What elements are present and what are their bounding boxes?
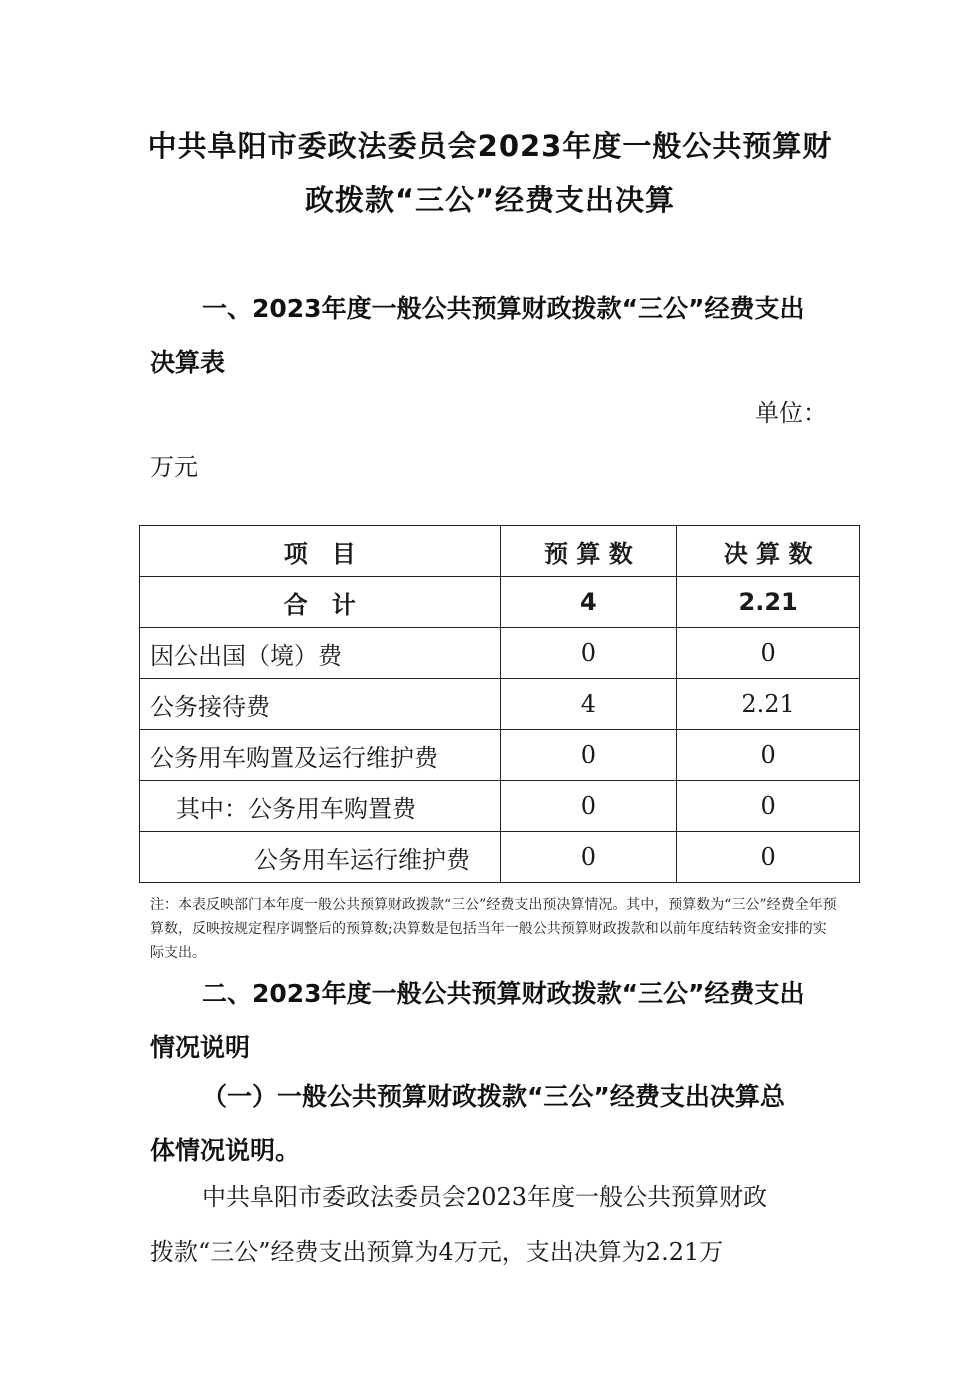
page-title-line2: 政拨款“三公”经费支出决算 bbox=[304, 183, 676, 217]
section2-heading-line1: 二、2023年度一般公共预算财政拨款“三公”经费支出 bbox=[202, 979, 805, 1008]
page-title-line1: 中共阜阳市委政法委员会2023年度一般公共预算财 bbox=[147, 129, 833, 163]
table-row bbox=[140, 832, 860, 883]
section2-heading bbox=[150, 967, 840, 1075]
header-final: 决 算 数 bbox=[677, 526, 860, 577]
row-final: 0 bbox=[677, 628, 860, 679]
subsection1-heading-line1: （一）一般公共预算财政拨款“三公”经费支出决算总 bbox=[202, 1082, 785, 1111]
paragraph-line1: 中共阜阳市委政法委员会2023年度一般公共预算财政 bbox=[202, 1183, 768, 1211]
row-label: 公务用车购置及运行维护费 bbox=[140, 730, 501, 781]
unit-value: 万元 bbox=[150, 453, 198, 481]
header-item: 项 目 bbox=[140, 526, 501, 577]
unit-label: 单位： bbox=[755, 399, 827, 427]
total-label: 合 计 bbox=[140, 577, 501, 628]
section1-heading-line2: 决算表 bbox=[150, 348, 226, 377]
row-label: 公务用车运行维护费 bbox=[140, 832, 501, 883]
row-label: 因公出国（境）费 bbox=[140, 628, 501, 679]
row-budget: 0 bbox=[500, 832, 677, 883]
row-label: 其中：公务用车购置费 bbox=[140, 781, 501, 832]
subsection1-heading bbox=[150, 1070, 840, 1178]
table-row-total bbox=[140, 577, 860, 628]
row-label: 公务接待费 bbox=[140, 679, 501, 730]
row-budget: 0 bbox=[500, 628, 677, 679]
row-final: 0 bbox=[677, 781, 860, 832]
expense-table bbox=[139, 525, 860, 883]
section1-heading bbox=[150, 282, 840, 390]
table-note: 注：本表反映部门本年度一般公共预算财政拨款“三公”经费支出预决算情况。其中，预算数为“三公”经费全年预算数，反映按规定程序调整后的预算数;决算数是包括当年一般公共预算财政拨款和以前年度结转资金安排的实际支出。 bbox=[150, 897, 837, 961]
row-final: 2.21 bbox=[677, 679, 860, 730]
paragraph-line2: 拨款“三公”经费支出预算为4万元，支出决算为2.21万 bbox=[150, 1238, 724, 1266]
section1-heading-line1: 一、2023年度一般公共预算财政拨款“三公”经费支出 bbox=[202, 294, 805, 323]
header-budget: 预 算 数 bbox=[500, 526, 677, 577]
table-row bbox=[140, 781, 860, 832]
table-row bbox=[140, 679, 860, 730]
row-budget: 4 bbox=[500, 679, 677, 730]
row-final: 0 bbox=[677, 832, 860, 883]
section2-heading-line2: 情况说明 bbox=[150, 1033, 251, 1062]
table-row bbox=[140, 628, 860, 679]
subsection1-heading-line2: 体情况说明。 bbox=[150, 1136, 301, 1165]
table-header-row bbox=[140, 526, 860, 577]
total-budget: 4 bbox=[500, 577, 677, 628]
table-row bbox=[140, 730, 860, 781]
row-budget: 0 bbox=[500, 730, 677, 781]
summary-paragraph bbox=[150, 1170, 840, 1280]
row-final: 0 bbox=[677, 730, 860, 781]
row-budget: 0 bbox=[500, 781, 677, 832]
total-final: 2.21 bbox=[677, 577, 860, 628]
